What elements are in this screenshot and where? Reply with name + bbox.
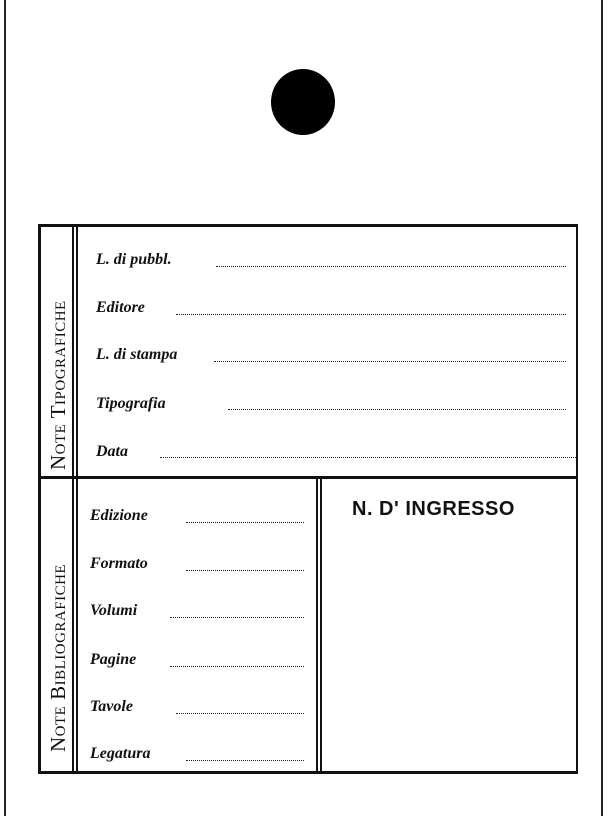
punch-hole: [271, 69, 335, 135]
field-line-volumi: [170, 617, 304, 618]
field-label-data: Data: [96, 443, 128, 460]
section-label-tipografiche: Note Tipografiche: [46, 300, 70, 470]
field-label-editore: Editore: [96, 299, 145, 316]
field-line-tipografia: [228, 409, 566, 410]
field-label-edizione: Edizione: [90, 507, 148, 524]
field-label-legatura: Legatura: [90, 745, 151, 762]
field-line-tavole: [176, 713, 304, 714]
field-label-tavole: Tavole: [90, 698, 133, 715]
label-column-rule-2: [76, 226, 78, 772]
field-line-legatura: [186, 760, 304, 761]
field-label-luogo-stampa: L. di stampa: [96, 346, 178, 363]
ingresso-rule-1: [316, 478, 318, 772]
page-edge-right: [601, 0, 603, 816]
field-line-luogo-pubblicazione: [216, 266, 566, 267]
section-divider: [40, 476, 577, 479]
field-line-formato: [186, 570, 304, 571]
ingresso-rule-2: [320, 478, 322, 772]
field-line-pagine: [170, 666, 304, 667]
field-label-tipografia: Tipografia: [96, 395, 166, 412]
field-line-data: [160, 457, 576, 458]
section-label-bibliografiche: Note Bibliografiche: [46, 563, 70, 752]
field-line-editore: [176, 314, 566, 315]
field-line-luogo-stampa: [214, 361, 566, 362]
field-label-pagine: Pagine: [90, 651, 137, 668]
field-label-volumi: Volumi: [90, 602, 138, 619]
label-column-rule-1: [72, 226, 74, 772]
field-label-formato: Formato: [90, 555, 148, 572]
field-label-luogo-pubblicazione: L. di pubbl.: [96, 251, 172, 268]
page-edge-left: [4, 0, 6, 816]
numero-ingresso-label: N. D' INGRESSO: [352, 498, 515, 520]
field-line-edizione: [186, 522, 304, 523]
